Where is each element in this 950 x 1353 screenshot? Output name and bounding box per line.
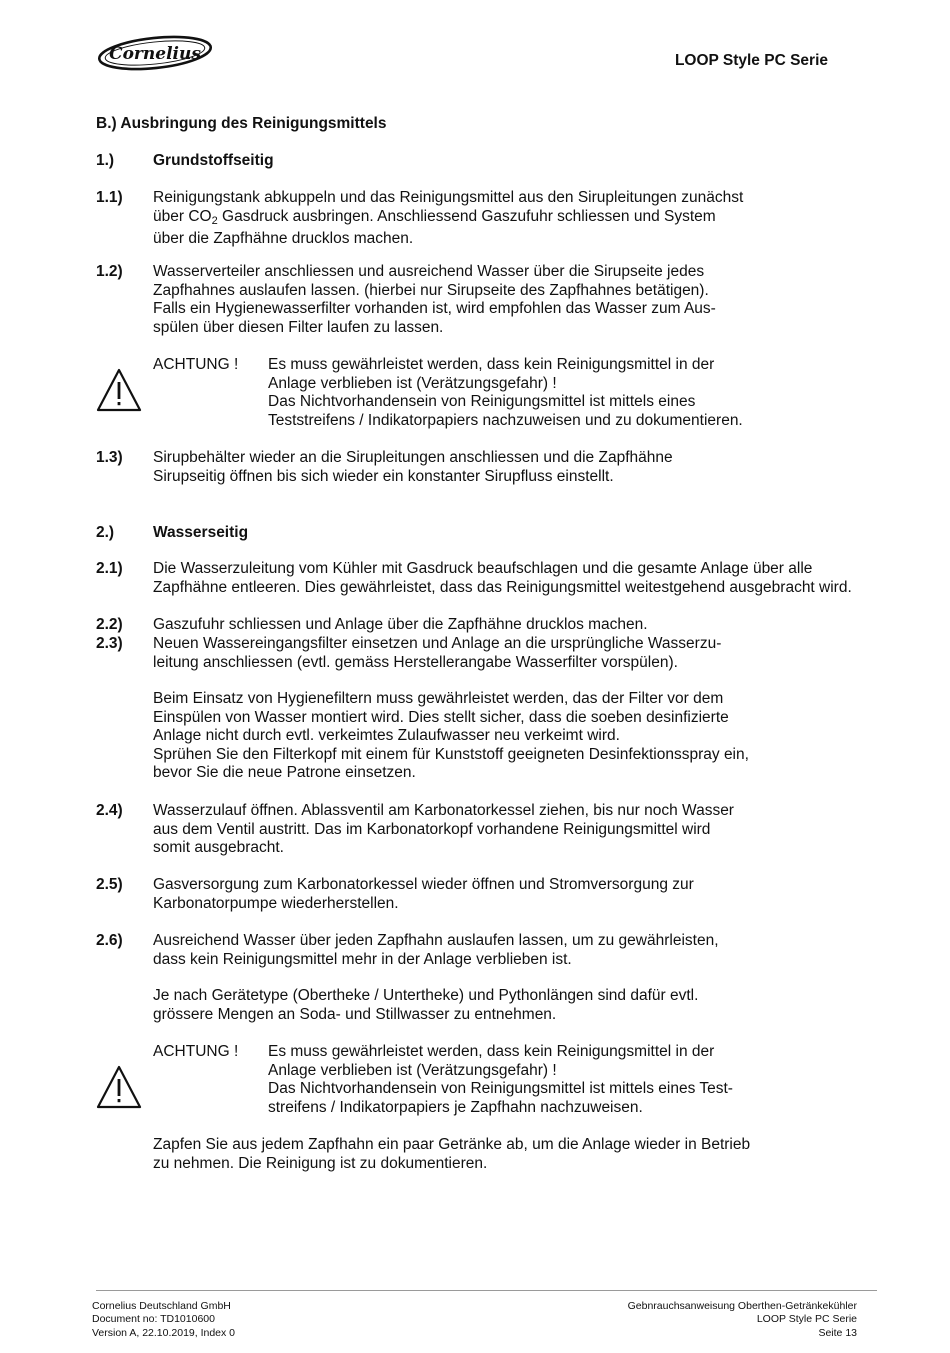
part2-number: 2.) [96, 524, 115, 541]
text-line: somit ausgebracht. [153, 839, 284, 857]
text-line: Zapfen Sie aus jedem Zapfhahn ein paar Getränke ab, um die Anlage wieder in Betrieb [153, 1136, 751, 1153]
text-line: Gasversorgung zum Karbonatorkessel wieder öffnen und Stromversorgung zur [153, 876, 694, 893]
footer-left [92, 1300, 235, 1340]
warning-triangle-icon [96, 1065, 142, 1109]
step-number: 2.3) [96, 635, 123, 652]
step-number: 2.1) [96, 560, 123, 577]
text-line: über die Zapfhähne drucklos machen. [153, 230, 414, 248]
footer-document-number: Document no: TD1010600 [92, 1313, 215, 1326]
text-line: Wasserzulauf öffnen. Ablassventil am Karbonatorkessel ziehen, bis nur noch Wasser [153, 802, 734, 819]
footer-version: Version A, 22.10.2019, Index 0 [92, 1326, 236, 1339]
warning-triangle-icon [96, 368, 142, 412]
text-line: Karbonatorpumpe wiederherstellen. [153, 894, 399, 912]
note-final [96, 1136, 916, 1173]
step-2-3 [96, 635, 916, 672]
text-line: Neuen Wassereingangsfilter einsetzen und Anlage an die ursprüngliche Wasserzu- [153, 635, 722, 652]
footer-page-number: Seite 13 [818, 1326, 857, 1339]
header-title: LOOP Style PC Serie [674, 52, 828, 69]
warning-label: ACHTUNG ! [153, 1043, 239, 1060]
step-number: 2.2) [96, 616, 123, 633]
warning-1 [153, 356, 743, 430]
step-2-5 [96, 876, 916, 913]
step-number: 1.2) [96, 263, 123, 280]
text-line: Beim Einsatz von Hygienefiltern muss gewährleistet werden, das der Filter vor dem [153, 690, 724, 707]
text-line: Zapfhahnes auslaufen lassen. (hierbei nur Sirupseite des Zapfhahnes betätigen). [153, 281, 709, 299]
text-line: aus dem Ventil austritt. Das im Karbonatorkopf vorhandene Reinigungsmittel wird [153, 820, 711, 838]
text-line: Sirupbehälter wieder an die Sirupleitungen anschliessen und die Zapfhähne [153, 449, 673, 466]
step-1-3 [96, 449, 916, 486]
footer-document-title: Gebnrauchsanweisung Oberthen-Getränkekühler [627, 1300, 857, 1312]
footer-company: Cornelius Deutschland GmbH [92, 1300, 231, 1312]
text-line: Sirupseitig öffnen bis sich wieder ein konstanter Sirupfluss einstellt. [153, 467, 614, 485]
text-line: Ausreichend Wasser über jeden Zapfhahn auslaufen lassen, um zu gewährleisten, [153, 932, 719, 949]
cornelius-logo [97, 34, 213, 72]
text-line: zu nehmen. Die Reinigung ist zu dokumentieren. [153, 1154, 488, 1172]
step-number: 1.3) [96, 449, 123, 466]
text-line: bevor Sie die neue Patrone einsetzen. [153, 764, 416, 782]
text-line: Anlage verblieben ist (Verätzungsgefahr) ! [268, 374, 557, 392]
footer-divider [96, 1290, 877, 1291]
text-line: über $CO_2$ Gasdruck ausbringen. Anschliessend Gaszufuhr schliessen und System [153, 207, 716, 227]
text-line: dass kein Reinigungsmittel mehr in der Anlage verblieben ist. [153, 950, 572, 968]
text-line: Teststreifens / Indikatorpapiers nachzuweisen und zu dokumentieren. [268, 411, 743, 429]
step-2-6 [96, 932, 916, 969]
step-number: 2.5) [96, 876, 123, 893]
part1-title: Grundstoffseitig [153, 152, 274, 169]
text-line: Je nach Gerätetype (Obertheke / Untertheke) und Pythonlängen sind dafür evtl. [153, 987, 699, 1004]
text-line: Anlage nicht durch evtl. verkeimtes Zulaufwasser neu verkeimt wird. [153, 727, 620, 745]
text-line: Einspülen von Wasser montiert wird. Dies stellt sicher, dass die soeben desinfizierte [153, 708, 729, 726]
text-line: Das Nichtvorhandensein von Reinigungsmittel ist mittels eines [268, 393, 696, 411]
step-1-1 [96, 189, 916, 249]
text-line: Das Nichtvorhandensein von Reinigungsmittel ist mittels eines Test- [268, 1080, 733, 1098]
warning-label: ACHTUNG ! [153, 356, 239, 373]
text-line: Falls ein Hygienewasserfilter vorhanden ist, wird empfohlen das Wasser zum Aus- [153, 300, 716, 318]
part2-title: Wasserseitig [153, 524, 249, 541]
step-number: 2.4) [96, 802, 123, 819]
step-2-4 [96, 802, 916, 858]
step-1-2 [96, 263, 916, 337]
footer-right [628, 1300, 857, 1340]
text-line: Es muss gewährleistet werden, dass kein Reinigungsmittel in der [268, 1043, 715, 1060]
step-2-1 [96, 560, 916, 597]
note-hygiene [96, 690, 916, 783]
text-line: leitung anschliessen (evtl. gemäss Herstellerangabe Wasserfilter vorspülen). [153, 653, 678, 671]
text-line: spülen über diesen Filter laufen zu lassen. [153, 318, 444, 336]
text-line: Wasserverteiler anschliessen und ausreichend Wasser über die Sirupseite jedes [153, 263, 705, 280]
text-line: Anlage verblieben ist (Verätzungsgefahr) ! [268, 1061, 557, 1079]
text-line: Reinigungstank abkuppeln und das Reinigungsmittel aus den Sirupleitungen zunächst [153, 189, 744, 206]
text-line: Die Wasserzuleitung vom Kühler mit Gasdruck beaufschlagen und die gesamte Anlage über alle [153, 560, 813, 577]
step-number: 2.6) [96, 932, 123, 949]
logo-text: Cornelius [109, 44, 201, 64]
step-2-2 [96, 616, 916, 635]
text-line: Zapfhähne entleeren. Dies gewährleistet, dass das Reinigungsmittel weitestgehend ausgebracht wird. [153, 578, 852, 596]
text-line: grössere Mengen an Soda- und Stillwasser zu entnehmen. [153, 1005, 557, 1023]
step-number: 1.1) [96, 189, 123, 206]
footer-series: LOOP Style PC Serie [756, 1313, 857, 1326]
text-line: Gaszufuhr schliessen und Anlage über die Zapfhähne drucklos machen. [153, 616, 648, 633]
note-geraetetyp [96, 987, 916, 1024]
text-line: Sprühen Sie den Filterkopf mit einem für Kunststoff geeigneten Desinfektionsspray ein, [153, 745, 749, 763]
section-title: B.) Ausbringung des Reinigungsmittels [96, 115, 387, 132]
part1-number: 1.) [96, 152, 115, 169]
text-line: streifens / Indikatorpapiers je Zapfhahn nachzuweisen. [268, 1098, 643, 1116]
text-line: Es muss gewährleistet werden, dass kein Reinigungsmittel in der [268, 356, 715, 373]
warning-2 [153, 1043, 733, 1117]
